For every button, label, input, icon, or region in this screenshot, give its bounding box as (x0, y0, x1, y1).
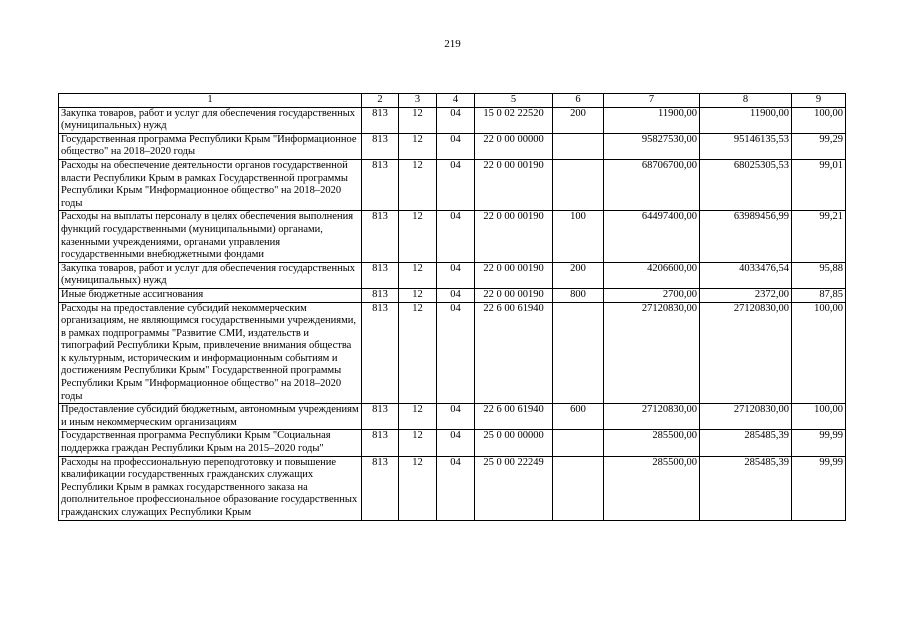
table-row (59, 211, 846, 262)
expense-type-cell: 200 (553, 262, 604, 288)
expense-name-cell: Расходы на профессиональную переподготовку и повышение квалификации государственных гражданских служащих Республики Крым в рамках государственного заказа на дополнительное профессиональное образование государственных гражданских служащих Республики Крым (59, 456, 362, 520)
expense-name-cell: Расходы на предоставление субсидий некоммерческим организациям, не являющимся государственными учреждениями, в рамках подпрограммы "Развитие СМИ, издательств и типографий Республики Крым, привлечение внимания общества к культурным, историческим и информационным событиям и достижениям Республики Крым" Государственной программы Республики Крым "Информационное общество" на 2018–2020 годы (59, 302, 362, 404)
executed-amount-cell: 2372,00 (700, 288, 792, 302)
ministry-code-cell: 813 (362, 262, 399, 288)
section-code-cell: 12 (399, 211, 437, 262)
expense-type-cell (553, 430, 604, 456)
table-row (59, 302, 846, 404)
ministry-code-cell: 813 (362, 107, 399, 133)
column-header: 7 (604, 94, 700, 108)
expense-type-cell (553, 456, 604, 520)
table-row (59, 456, 846, 520)
ministry-code-cell: 813 (362, 159, 399, 210)
section-code-cell: 12 (399, 430, 437, 456)
execution-percent-cell: 99,01 (792, 159, 846, 210)
execution-percent-cell: 87,85 (792, 288, 846, 302)
table-row (59, 262, 846, 288)
subsection-code-cell: 04 (437, 302, 475, 404)
target-article-cell: 25 0 00 22249 (475, 456, 553, 520)
expense-type-cell (553, 133, 604, 159)
expense-name-cell: Государственная программа Республики Крым "Социальная поддержка граждан Республики Крым на 2015–2020 годы" (59, 430, 362, 456)
column-header: 9 (792, 94, 846, 108)
column-header: 8 (700, 94, 792, 108)
execution-percent-cell: 100,00 (792, 107, 846, 133)
target-article-cell: 22 0 00 00000 (475, 133, 553, 159)
executed-amount-cell: 285485,39 (700, 430, 792, 456)
execution-percent-cell: 95,88 (792, 262, 846, 288)
table-body (59, 107, 846, 520)
planned-amount-cell: 95827530,00 (604, 133, 700, 159)
table-header (59, 94, 846, 108)
execution-percent-cell: 99,99 (792, 430, 846, 456)
target-article-cell: 22 6 00 61940 (475, 302, 553, 404)
column-header: 5 (475, 94, 553, 108)
section-code-cell: 12 (399, 404, 437, 430)
expense-name-cell: Закупка товаров, работ и услуг для обеспечения государственных (муниципальных) нужд (59, 262, 362, 288)
expense-name-cell: Закупка товаров, работ и услуг для обеспечения государственных (муниципальных) нужд (59, 107, 362, 133)
planned-amount-cell: 285500,00 (604, 456, 700, 520)
execution-percent-cell: 100,00 (792, 404, 846, 430)
subsection-code-cell: 04 (437, 211, 475, 262)
target-article-cell: 22 0 00 00190 (475, 159, 553, 210)
planned-amount-cell: 11900,00 (604, 107, 700, 133)
ministry-code-cell: 813 (362, 133, 399, 159)
table-row (59, 107, 846, 133)
planned-amount-cell: 27120830,00 (604, 404, 700, 430)
target-article-cell: 22 6 00 61940 (475, 404, 553, 430)
section-code-cell: 12 (399, 288, 437, 302)
expense-name-cell: Государственная программа Республики Крым "Информационное общество" на 2018–2020 годы (59, 133, 362, 159)
expense-type-cell: 600 (553, 404, 604, 430)
expense-type-cell: 200 (553, 107, 604, 133)
subsection-code-cell: 04 (437, 159, 475, 210)
column-header: 4 (437, 94, 475, 108)
section-code-cell: 12 (399, 107, 437, 133)
section-code-cell: 12 (399, 302, 437, 404)
target-article-cell: 22 0 00 00190 (475, 262, 553, 288)
planned-amount-cell: 285500,00 (604, 430, 700, 456)
target-article-cell: 22 0 00 00190 (475, 211, 553, 262)
target-article-cell: 25 0 00 00000 (475, 430, 553, 456)
ministry-code-cell: 813 (362, 456, 399, 520)
page-number: 219 (444, 38, 461, 50)
execution-percent-cell: 99,21 (792, 211, 846, 262)
table-row (59, 404, 846, 430)
subsection-code-cell: 04 (437, 107, 475, 133)
ministry-code-cell: 813 (362, 211, 399, 262)
expense-type-cell: 800 (553, 288, 604, 302)
expense-name-cell: Иные бюджетные ассигнования (59, 288, 362, 302)
table-row (59, 288, 846, 302)
execution-percent-cell: 99,29 (792, 133, 846, 159)
section-code-cell: 12 (399, 456, 437, 520)
executed-amount-cell: 95146135,53 (700, 133, 792, 159)
table-row (59, 159, 846, 210)
section-code-cell: 12 (399, 159, 437, 210)
executed-amount-cell: 11900,00 (700, 107, 792, 133)
executed-amount-cell: 4033476,54 (700, 262, 792, 288)
ministry-code-cell: 813 (362, 404, 399, 430)
header-row (59, 94, 846, 108)
planned-amount-cell: 68706700,00 (604, 159, 700, 210)
subsection-code-cell: 04 (437, 456, 475, 520)
column-header: 3 (399, 94, 437, 108)
planned-amount-cell: 27120830,00 (604, 302, 700, 404)
ministry-code-cell: 813 (362, 302, 399, 404)
planned-amount-cell: 4206600,00 (604, 262, 700, 288)
subsection-code-cell: 04 (437, 133, 475, 159)
table-row (59, 133, 846, 159)
execution-percent-cell: 99,99 (792, 456, 846, 520)
target-article-cell: 15 0 02 22520 (475, 107, 553, 133)
expense-type-cell: 100 (553, 211, 604, 262)
section-code-cell: 12 (399, 262, 437, 288)
executed-amount-cell: 68025305,53 (700, 159, 792, 210)
ministry-code-cell: 813 (362, 288, 399, 302)
expense-name-cell: Расходы на обеспечение деятельности органов государственной власти Республики Крым в рамках Государственной программы Республики Крым "Информационное общество" на 2018–2020 годы (59, 159, 362, 210)
column-header: 2 (362, 94, 399, 108)
expense-name-cell: Предоставление субсидий бюджетным, автономным учреждениям и иным некоммерческим организациям (59, 404, 362, 430)
target-article-cell: 22 0 00 00190 (475, 288, 553, 302)
planned-amount-cell: 2700,00 (604, 288, 700, 302)
planned-amount-cell: 64497400,00 (604, 211, 700, 262)
subsection-code-cell: 04 (437, 404, 475, 430)
ministry-code-cell: 813 (362, 430, 399, 456)
expense-type-cell (553, 302, 604, 404)
executed-amount-cell: 285485,39 (700, 456, 792, 520)
column-header: 6 (553, 94, 604, 108)
expense-type-cell (553, 159, 604, 210)
executed-amount-cell: 63989456,99 (700, 211, 792, 262)
subsection-code-cell: 04 (437, 262, 475, 288)
subsection-code-cell: 04 (437, 288, 475, 302)
expense-name-cell: Расходы на выплаты персоналу в целях обеспечения выполнения функций государственными (муниципальными) органами, казенными учреждениями, органами управления государственными внебюджетными фондами (59, 211, 362, 262)
section-code-cell: 12 (399, 133, 437, 159)
budget-table (58, 93, 846, 521)
executed-amount-cell: 27120830,00 (700, 404, 792, 430)
subsection-code-cell: 04 (437, 430, 475, 456)
execution-percent-cell: 100,00 (792, 302, 846, 404)
executed-amount-cell: 27120830,00 (700, 302, 792, 404)
table-row (59, 430, 846, 456)
column-header: 1 (59, 94, 362, 108)
